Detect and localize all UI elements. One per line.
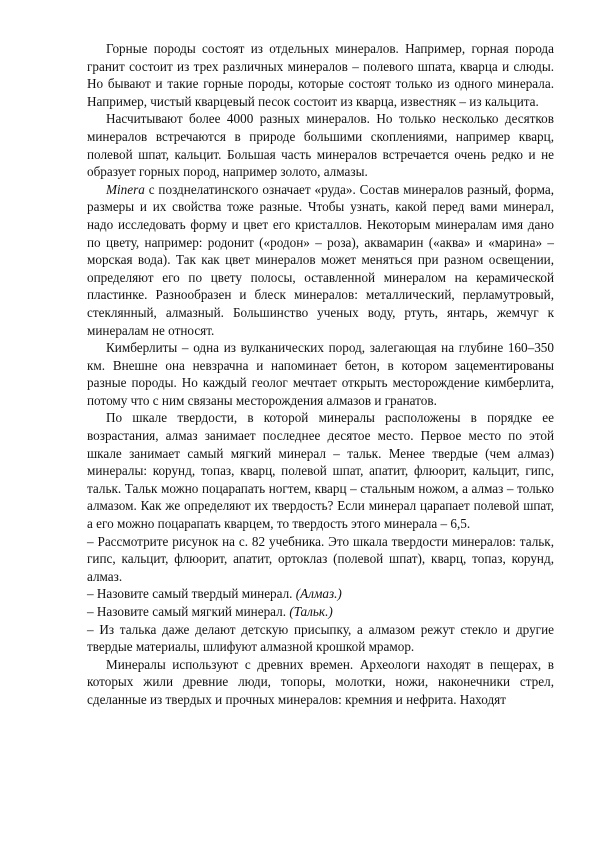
question-softest-mineral [87,603,554,621]
paragraph-text: По шкале твердости, в которой минералы расположены в порядке ее возрастания, алмаз занимает последнее десятое место. Первое место по этой шкале занимает самый мягкий минерал – тальк. Менее твердые (чем алмаз) минералы: корунд, топаз, кварц, полевой шпат, апатит, флюорит, кальцит, гипс, тальк. Тальк можно поцарапать ногтем, кварц – стальным ножом, а алмаз – только алмазом. Как же определяют их твердость? Если минерал царапает полевой шпат, а его можно поцарапать кварцем, то твердость этого минерала – 6,5. [87,410,554,532]
paragraph-text: Кимберлиты – одна из вулканических пород, залегающая на глубине 160–350 км. Внешне она невзрачна и напоминает бетон, в котором зацементированы разные породы. Но каждый геолог мечтает открыть месторождение кимберлита, потому что с ним связаны месторождения алмазов и гранатов. [87,340,554,408]
question-text: – Назовите самый твердый минерал. [87,586,296,602]
latin-term: Minera [106,181,145,197]
paragraph-kimberlites [87,339,554,409]
paragraph-text: Насчитывают более 4000 разных минералов. Но только несколько десятков минералов встречаются в природе большими скоплениями, например кварц, полевой шпат, кальцит. Большая часть минералов встречается очень редко и не образует горных пород, например золото, алмазы. [87,111,554,180]
paragraph-rocks-composition [87,40,554,110]
answer-text: (Алмаз.) [295,586,342,602]
document-page [87,40,554,709]
question-hardest-mineral [87,585,554,603]
paragraph-text: с позднелатинского означает «руда». Состав минералов разный, форма, размеры и их свойства тоже разные. Чтобы узнать, какой перед вами минерал, надо исследовать форму и цвет его кристаллов. Некоторым минералам имя дано по цвету, например: родонит («родон» – роза), аквамарин («аква» и «марина» – морская вода). Так как цвет минералов может меняться при разном освещении, определяют его по цвету полосы, оставленной минералом на керамической пластинке. Разнообразен и блеск минералов: металлический, перламутровый, стеклянный, алмазный. Большинство ученых воду, ртуть, янтарь, жемчуг к минералам не относят. [87,181,554,338]
paragraph-talc-usage [87,621,554,656]
paragraph-text: – Рассмотрите рисунок на с. 82 учебника. Это шкала твердости минералов: тальк, гипс, кальцит, флюорит, апатит, ортоклаз (полевой шпат), кварц, топаз, корунд, алмаз. [87,533,554,584]
question-text: – Назовите самый мягкий минерал. [87,604,290,619]
paragraph-textbook-figure [87,533,554,586]
paragraph-text: Горные породы состоят из отдельных минералов. Например, горная порода гранит состоит из трех различных минералов – полевого шпата, кварца и слюды. Но бывают и такие горные породы, которые состоят только из одного минерала. Например, чистый кварцевый песок состоит из кварца, известняк – из кальцита. [87,41,554,109]
paragraph-mineral-count [87,110,554,180]
paragraph-text: Минералы используют с древних времен. Археологи находят в пещерах, в которых жили древние люди, топоры, молотки, ножи, наконечники стрел, сделанные из твердых и прочных минералов: кремния и нефрита. Находят [87,656,554,707]
paragraph-text: – Из талька даже делают детскую присыпку, а алмазом режут стекло и другие твердые материалы, шлифуют алмазной крошкой мрамор. [87,621,554,655]
answer-text: (Тальк.) [289,604,333,619]
paragraph-ancient-usage [87,656,554,709]
paragraph-hardness-scale [87,409,554,532]
paragraph-minera-etymology [87,181,554,339]
